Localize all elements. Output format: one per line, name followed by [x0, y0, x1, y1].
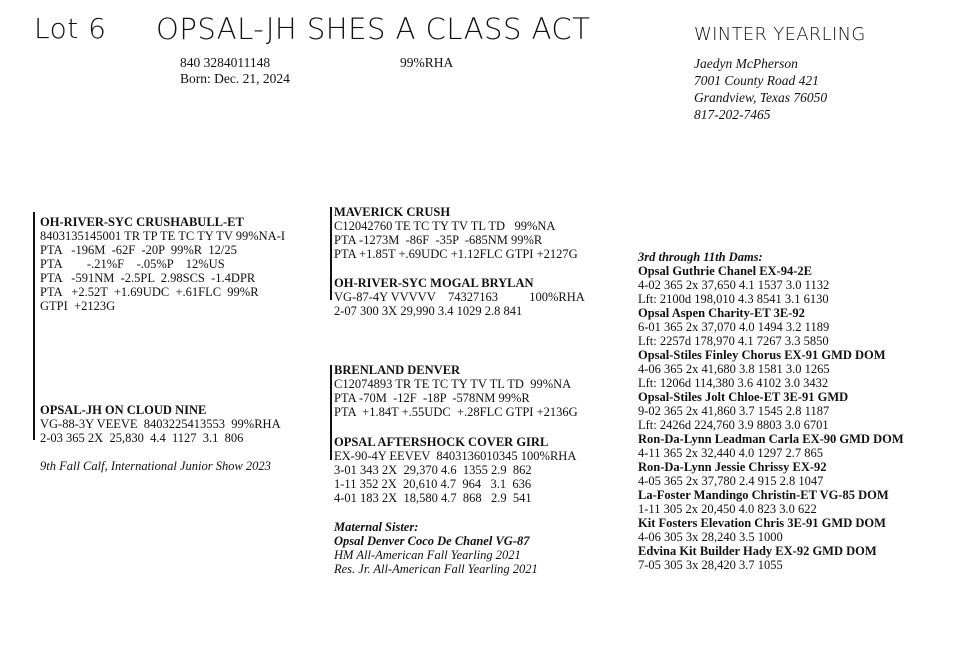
dam-ancestor-record: 4-11 365 2x 32,440 4.0 1297 2.7 865: [638, 446, 823, 460]
dam-ancestor-name: Opsal Aspen Charity-ET 3E-92: [638, 306, 805, 320]
maternal-sister-award: Res. Jr. All-American Fall Yearling 2021: [334, 562, 538, 576]
dam-block: [40, 403, 281, 445]
dam-dam-line: 3-01 343 2X 29,370 4.6 1355 2.9 862: [334, 463, 532, 477]
dam-ancestor-record: 4-06 305 3x 28,240 3.5 1000: [638, 530, 783, 544]
dam-dam-line: EX-90-4Y EEVEV 8403136010345 100%RHA: [334, 449, 577, 463]
sire-dam-name: OH-RIVER-SYC MOGAL BRYLAN: [334, 276, 534, 290]
dam-ancestor-name: Edvina Kit Builder Hady EX-92 GMD DOM: [638, 544, 877, 558]
dam-ancestor-record: 7-05 305 3x 28,420 3.7 1055: [638, 558, 783, 572]
dam-sire-name: BRENLAND DENVER: [334, 363, 461, 377]
dam-sire-line: C12074893 TR TE TC TY TV TL TD 99%NA: [334, 377, 572, 391]
owner-address-2: Grandview, Texas 76050: [694, 90, 828, 105]
dam-ancestor-record: 6-01 365 2x 37,070 4.0 1494 3.2 1189: [638, 320, 830, 334]
sire-dam-line: VG-87-4Y VVVVV 74327163 100%RHA: [334, 290, 585, 304]
dam-dam-name: OPSAL AFTERSHOCK COVER GIRL: [334, 435, 549, 449]
sire-dam-line: 2-07 300 3X 29,990 3.4 1029 2.8 841: [334, 304, 523, 318]
dam-dam-line: 1-11 352 2X 20,610 4.7 964 3.1 636: [334, 477, 532, 491]
breed-percentage: 99%RHA: [400, 55, 454, 70]
maternal-sister-name: Opsal Denver Coco De Chanel VG-87: [334, 534, 530, 548]
sire-line: PTA -591NM -2.5PL 2.98SCS -1.4DPR: [40, 271, 256, 285]
sire-sire-name: MAVERICK CRUSH: [334, 205, 451, 219]
dam-ancestor-name: Ron-Da-Lynn Jessie Chrissy EX-92: [638, 460, 827, 474]
dam-dam-line: 4-01 183 2X 18,580 4.7 868 2.9 541: [334, 491, 532, 505]
owner-name: Jaedyn McPherson: [694, 56, 798, 71]
dam-sire-line: PTA -70M -12F -18P -578NM 99%R: [334, 391, 530, 405]
dam-ancestor-record: Lft: 2426d 224,760 3.9 8803 3.0 6701: [638, 418, 829, 432]
sire-line: 8403135145001 TR TP TE TC TY TV 99%NA-I: [40, 229, 286, 243]
pedigree-bracket-left: [33, 212, 35, 440]
dam-ancestor-name: La-Foster Mandingo Christin-ET VG-85 DOM: [638, 488, 889, 502]
sire-name: OH-RIVER-SYC CRUSHABULL-ET: [40, 215, 244, 229]
owner-phone: 817-202-7465: [694, 107, 771, 122]
dam-sire-line: PTA +1.84T +.55UDC +.28FLC GTPI +2136G: [334, 405, 578, 419]
dam-ancestor-name: Opsal-Stiles Finley Chorus EX-91 GMD DOM: [638, 348, 886, 362]
sire-sire-line: PTA +1.85T +.69UDC +1.12FLC GTPI +2127G: [334, 247, 578, 261]
dams-section: [638, 250, 904, 572]
dam-ancestor-record: 9-02 365 2x 41,860 3.7 1545 2.8 1187: [638, 404, 830, 418]
sire-sire-line: PTA -1273M -86F -35P -685NM 99%R: [334, 233, 543, 247]
owner-address-1: 7001 County Road 421: [694, 73, 819, 88]
dam-name: OPSAL-JH ON CLOUD NINE: [40, 403, 207, 417]
dam-ancestor-record: Lft: 2100d 198,010 4.3 8541 3.1 6130: [638, 292, 829, 306]
owner-info: [694, 55, 827, 123]
dams-heading: 3rd through 11th Dams:: [638, 250, 763, 264]
dam-ancestor-name: Opsal-Stiles Jolt Chloe-ET 3E-91 GMD: [638, 390, 849, 404]
birth-date: Born: Dec. 21, 2024: [180, 71, 290, 86]
dam-ancestor-record: 4-06 365 2x 41,680 3.8 1581 3.0 1265: [638, 362, 830, 376]
dam-ancestor-name: Opsal Guthrie Chanel EX-94-2E: [638, 264, 812, 278]
dam-ancestor-record: 4-02 365 2x 37,650 4.1 1537 3.0 1132: [638, 278, 830, 292]
dam-ancestor-name: Kit Fosters Elevation Chris 3E-91 GMD DOM: [638, 516, 886, 530]
sire-line: GTPI +2123G: [40, 299, 116, 313]
maternal-sister-heading: Maternal Sister:: [334, 520, 419, 534]
maternal-sister-award: HM All-American Fall Yearling 2021: [334, 548, 521, 562]
dam-line: 2-03 365 2X 25,830 4.4 1127 3.1 806: [40, 431, 244, 445]
animal-name: OPSAL-JH SHES A CLASS ACT: [156, 12, 591, 46]
dam-sire-block: [334, 363, 578, 419]
sire-line: PTA -.21%F -.05%P 12%US: [40, 257, 225, 271]
pedigree-bracket-dam: [330, 365, 332, 460]
dam-line: VG-88-3Y VEEVE 8403225413553 99%RHA: [40, 417, 281, 431]
sire-line: PTA +2.52T +1.69UDC +.61FLC 99%R: [40, 285, 259, 299]
dam-dam-block: [334, 435, 576, 505]
show-class: WINTER YEARLING: [694, 24, 866, 45]
sire-line: PTA -196M -62F -20P 99%R 12/25: [40, 243, 237, 257]
dam-ancestor-record: Lft: 1206d 114,380 3.6 4102 3.0 3432: [638, 376, 829, 390]
maternal-sister-block: [334, 520, 538, 576]
dam-ancestor-record: 1-11 305 2x 20,450 4.0 823 3.0 622: [638, 502, 817, 516]
sire-block: [40, 215, 285, 313]
registration-number: 840 3284011148: [180, 55, 271, 70]
lot-number: Lot 6: [34, 12, 107, 45]
dam-note: 9th Fall Calf, International Junior Show 2023: [40, 459, 271, 473]
dam-ancestor-record: Lft: 2257d 178,970 4.1 7267 3.3 5850: [638, 334, 829, 348]
dam-ancestor-record: 4-05 365 2x 37,780 2.4 915 2.8 1047: [638, 474, 824, 488]
sire-dam-block: [334, 276, 585, 318]
pedigree-bracket-sire: [330, 207, 332, 300]
sire-sire-line: C12042760 TE TC TY TV TL TD 99%NA: [334, 219, 556, 233]
sire-sire-block: [334, 205, 578, 261]
dam-ancestor-name: Ron-Da-Lynn Leadman Carla EX-90 GMD DOM: [638, 432, 904, 446]
